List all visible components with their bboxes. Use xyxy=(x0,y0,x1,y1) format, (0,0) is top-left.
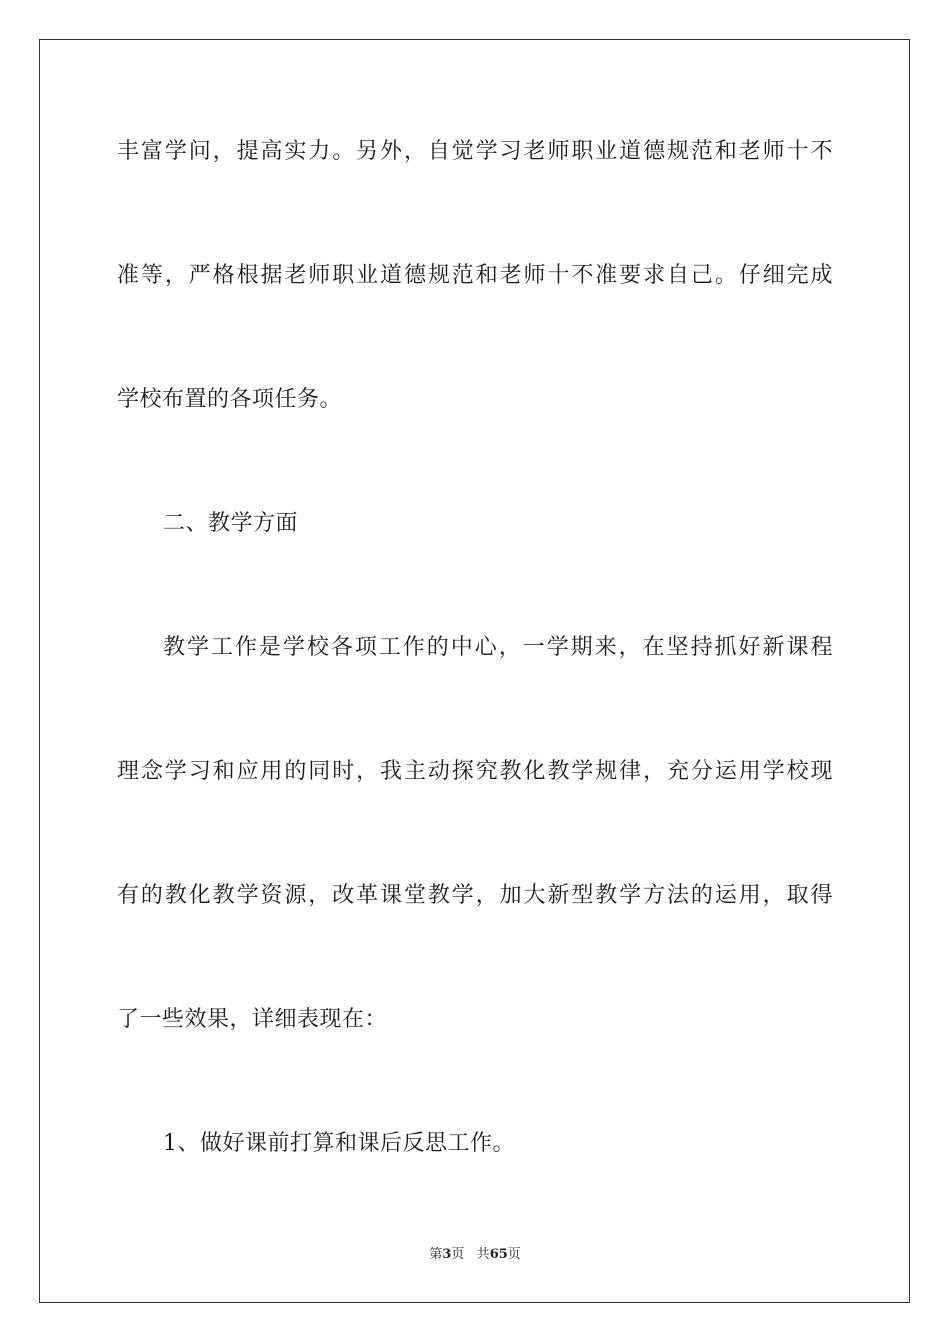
paragraph-line: 丰富学问，提高实力。另外，自觉学习老师职业道德规范和老师十不 xyxy=(117,139,833,164)
paragraph-line: 有的教化教学资源，改革课堂教学，加大新型教学方法的运用，取得 xyxy=(117,883,833,908)
page-footer xyxy=(0,1246,950,1264)
list-item: 1、做好课前打算和课后反思工作。 xyxy=(163,1131,515,1156)
page-number: 3 xyxy=(442,1247,452,1262)
page-suffix: 页 xyxy=(451,1247,465,1262)
total-prefix: 共 xyxy=(476,1247,490,1262)
paragraph-line: 了一些效果，详细表现在： xyxy=(117,1007,388,1032)
paragraph-line: 理念学习和应用的同时，我主动探究教化教学规律，充分运用学校现 xyxy=(117,759,833,784)
total-pages: 65 xyxy=(489,1247,508,1262)
total-suffix: 页 xyxy=(507,1247,521,1262)
page-prefix: 第 xyxy=(429,1247,443,1262)
paragraph-line: 学校布置的各项任务。 xyxy=(117,387,343,412)
page-border xyxy=(39,39,910,1303)
section-heading: 二、教学方面 xyxy=(163,511,299,536)
paragraph-line: 准等，严格根据老师职业道德规范和老师十不准要求自己。仔细完成 xyxy=(117,263,833,288)
paragraph-line: 教学工作是学校各项工作的中心，一学期来，在坚持抓好新课程 xyxy=(163,635,833,660)
